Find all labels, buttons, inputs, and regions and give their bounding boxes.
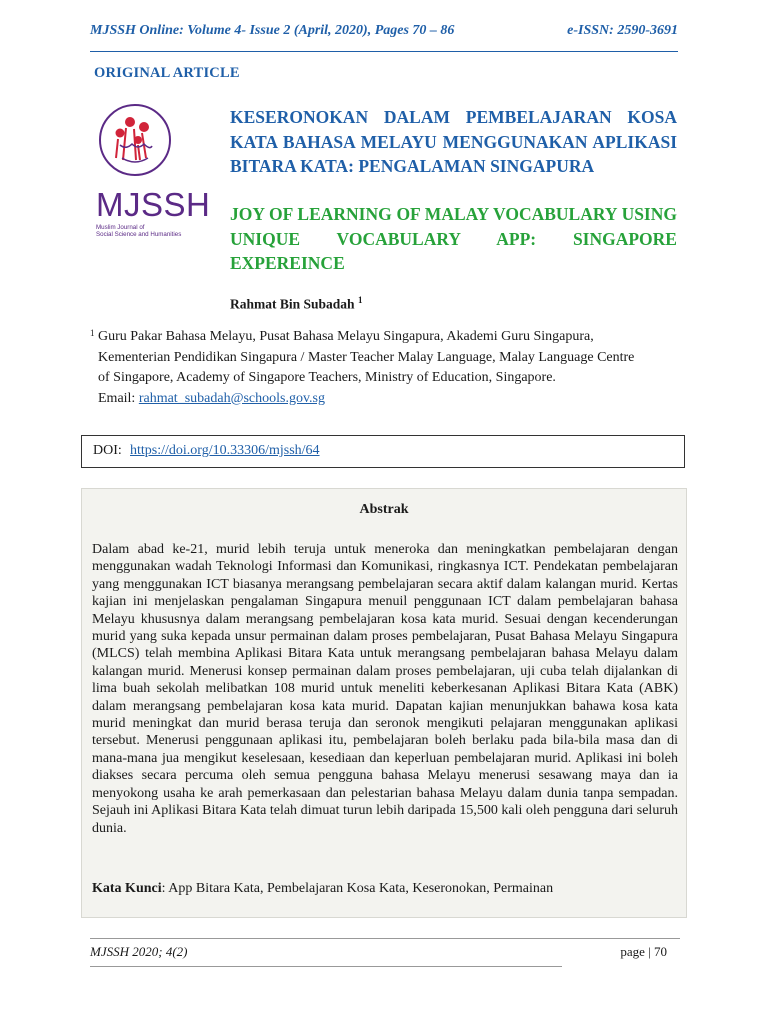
affiliation-line3: of Singapore, Academy of Singapore Teachers, Ministry of Education, Singapore. bbox=[98, 370, 556, 385]
doi-box bbox=[81, 435, 685, 468]
email-label: Email: bbox=[98, 390, 136, 406]
affiliation-line1: Guru Pakar Bahasa Melayu, Pusat Bahasa Melayu Singapura, Akademi Guru Singapura, bbox=[98, 329, 594, 344]
title-malay: KESERONOKAN DALAM PEMBELAJARAN KOSA KATA BAHASA MELAYU MENGGUNAKAN APLIKASI BITARA KATA: PENGALAMAN SINGAPURA bbox=[230, 107, 677, 176]
logo-wordmark: MJSSH bbox=[96, 186, 211, 223]
abstract-heading: Abstrak bbox=[359, 502, 409, 517]
author-affiliation-marker: 1 bbox=[357, 295, 363, 305]
footer-underline bbox=[90, 966, 562, 967]
logo-subtitle-line1: Muslim Journal of bbox=[96, 224, 145, 231]
keywords-text: : App Bitara Kata, Pembelajaran Kosa Kata, Keseronokan, Permainan bbox=[161, 881, 554, 896]
keywords-label: Kata Kunci bbox=[92, 881, 162, 896]
abstract-body: Dalam abad ke-21, murid lebih teruja untuk meneroka dan meningkatkan pembelajaran dengan menggunakan wadah Teknologi Informasi dan Komunikasi, ringkasnya ICT. Pendekatan pembelajaran yang menggunakan ICT biasanya merangsang pembelajaran secara aktif dalam kalangan murid. Kertas kajian ini menjelaskan pengalaman Singapura menuil penggunaan ICT dalam pembelajaran bahasa Melayu khususnya dalam merangsang pembelajaran kosa kata murid. Sesuai dengan kecenderungan murid yang suka kepada unsur permainan dalam proses pembelajaran, Pusat Bahasa Melayu Singapura (MLCS) telah membina Aplikasi Bitara Kata untuk merangsang pembelajaran bahasa Melayu dalam kalangan murid. Menerusi konsep permainan dalam proses pembelajaran, uji cuba telah dijalankan di lima buah sekolah melibatkan 108 murid untuk meneliti keberkesanan Aplikasi Bitara Kata (ABK) dalam merangsang pembelajaran kosa kata murid. Dapatan kajian menunjukkan bahawa kosa kata murid meningkat dan murid berasa teruja dan seronok mengikuti pelajaran menggunakan aplikasi tersebut. Menerusi penggunaan aplikasi itu, pembelajaran boleh berlaku pada bila-bila masa dan di mana-mana jua mengikut keselesaan, kesediaan dan keperluan pembelajaran murid. Aplikasi ini boleh diakses secara percuma oleh semua pengguna bahasa Melayu menerusi sesawang maya dan ia menyokong usaha ke arah pemerkasaan dan pelestarian bahasa Melayu dalam dunia tanpa sempadan. Sejauh ini Aplikasi Bitara Kata telah dimuat turun lebih daripada 15,500 kali oleh pengguna dari seluruh dunia. bbox=[92, 542, 678, 836]
section-label: ORIGINAL ARTICLE bbox=[94, 65, 240, 81]
title-english: JOY OF LEARNING OF MALAY VOCABULARY USING UNIQUE VOCABULARY APP: SINGAPORE EXPEREINCE bbox=[230, 204, 677, 273]
affiliation-block bbox=[90, 327, 690, 409]
doi-label: DOI: bbox=[93, 443, 122, 458]
author-name bbox=[230, 295, 362, 313]
email-link[interactable]: rahmat_subadah@schools.gov.sg bbox=[138, 390, 326, 406]
abstract-box bbox=[81, 488, 687, 918]
footer-citation: MJSSH 2020; 4(2) bbox=[90, 944, 188, 959]
affiliation-line2: Kementerian Pendidikan Singapura / Master Teacher Malay Language, Malay Language Centre bbox=[98, 349, 635, 365]
logo-subtitle bbox=[96, 224, 186, 238]
footer-divider bbox=[90, 938, 680, 939]
logo-emblem-icon bbox=[96, 100, 174, 182]
email-line bbox=[98, 389, 690, 410]
journal-header: MJSSH Online: Volume 4- Issue 2 (April, 2020), Pages 70 – 86 bbox=[90, 23, 455, 38]
issn-label: e-ISSN: 2590-3691 bbox=[567, 23, 678, 38]
affiliation-number: 1 bbox=[90, 328, 95, 338]
keywords-line bbox=[92, 881, 678, 897]
doi-link[interactable]: https://doi.org/10.33306/mjssh/64 bbox=[130, 443, 320, 458]
author-name-text: Rahmat Bin Subadah bbox=[230, 296, 355, 312]
logo-subtitle-line2: Social Science and Humanities bbox=[96, 231, 182, 238]
header-divider bbox=[90, 51, 678, 52]
page-number: page | 70 bbox=[620, 944, 667, 959]
journal-logo bbox=[96, 100, 211, 242]
